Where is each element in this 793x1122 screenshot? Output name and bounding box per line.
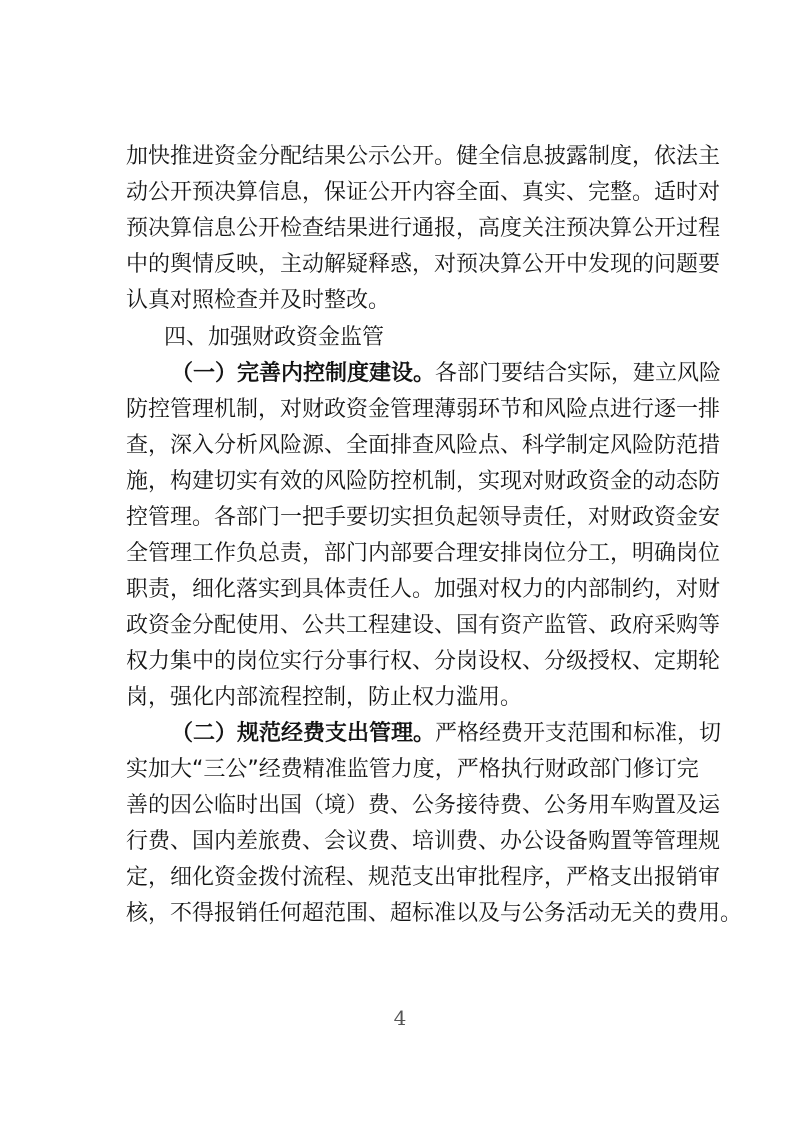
body-line: 实加大“三公”经费精准监管力度，严格执行财政部门修订完	[126, 757, 699, 782]
body-line: 行费、国内差旅费、会议费、培训费、办公设备购置等管理规	[126, 829, 721, 854]
subsection-title: （二）规范经费支出管理。	[171, 721, 436, 746]
subsection-first-line	[171, 358, 722, 390]
section-heading: 四、加强财政资金监管	[164, 325, 385, 350]
body-line: 防控管理机制，对财政资金管理薄弱环节和风险点进行逐一排	[126, 397, 721, 422]
body-line: 全管理工作负总责，部门内部要合理安排岗位分工，明确岗位	[126, 541, 721, 566]
subsection-title: （一）完善内控制度建设。	[171, 361, 436, 386]
body-line: 加快推进资金分配结果公示公开。健全信息披露制度，依法主	[126, 144, 721, 169]
body-line: 职责，细化落实到具体责任人。加强对权力的内部制约，对财	[126, 577, 721, 602]
body-line: 权力集中的岗位实行分事行权、分岗设权、分级授权、定期轮	[126, 649, 721, 674]
body-text: 严格经费开支范围和标准，切	[435, 721, 722, 746]
body-line: 政资金分配使用、公共工程建设、国有资产监管、政府采购等	[126, 613, 721, 638]
body-line: 查，深入分析风险源、全面排查风险点、科学制定风险防范措	[126, 433, 721, 458]
body-text: 各部门要结合实际，建立风险	[435, 361, 722, 386]
body-line: 中的舆情反映，主动解疑释惑，对预决算公开中发现的问题要	[126, 252, 721, 277]
body-line: 定，细化资金拨付流程、规范支出审批程序，严格支出报销审	[126, 865, 721, 890]
body-line: 施，构建切实有效的风险防控机制，实现对财政资金的动态防	[126, 469, 721, 494]
body-line: 认真对照检查并及时整改。	[126, 288, 391, 313]
body-line: 动公开预决算信息，保证公开内容全面、真实、完整。适时对	[126, 180, 721, 205]
body-line: 核，不得报销任何超范围、超标准以及与公务活动无关的费用。	[126, 901, 743, 926]
body-line: 善的因公临时出国（境）费、公务接待费、公务用车购置及运	[126, 793, 721, 818]
page-number: 4	[393, 1006, 407, 1030]
body-line: 岗，强化内部流程控制，防止权力滥用。	[126, 685, 523, 710]
body-line: 预决算信息公开检查结果进行通报，高度关注预决算公开过程	[126, 216, 721, 241]
subsection-first-line	[171, 718, 722, 750]
body-line: 控管理。各部门一把手要切实担负起领导责任，对财政资金安	[126, 505, 721, 530]
